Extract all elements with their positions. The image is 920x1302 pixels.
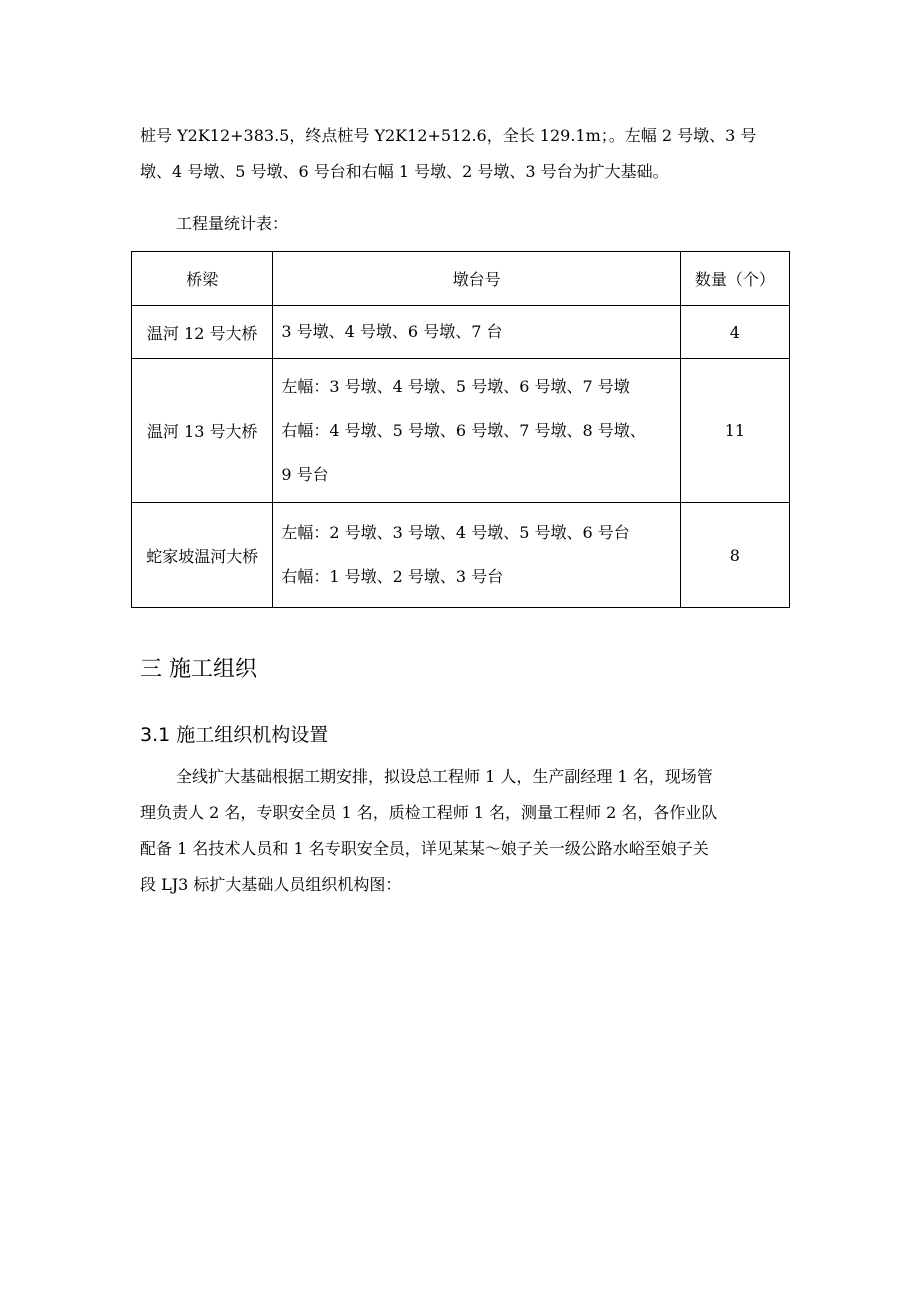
pier-line: 右幅：1 号墩、2 号墩、3 号台: [281, 567, 504, 586]
body-line-4: 段 LJ3 标扩大基础人员组织机构图：: [140, 875, 402, 894]
pier-line: 左幅：2 号墩、3 号墩、4 号墩、5 号墩、6 号台: [281, 523, 630, 542]
section-heading: 三 施工组织: [140, 657, 257, 682]
pier-count: 8: [680, 503, 789, 608]
pier-count: 4: [680, 306, 789, 359]
table-row: [132, 503, 790, 608]
pier-line: 9 号台: [281, 464, 329, 484]
body-line-2: 理负责人 2 名，专职安全员 1 名，质检工程师 1 名，测量工程师 2 名，各作业队: [140, 803, 718, 822]
bridge-name: 温河 13 号大桥: [132, 359, 273, 503]
table-header-row: [132, 252, 790, 306]
intro-line-2: 墩、4 号墩、5 号墩、6 号台和右幅 1 号墩、2 号墩、3 号台为扩大基础。: [140, 162, 669, 181]
intro-line-1: 桩号 Y2K12+383.5，终点桩号 Y2K12+512.6，全长 129.1m；。左幅 2 号墩、3 号: [140, 126, 757, 145]
bridge-name: 蛇家坡温河大桥: [132, 503, 273, 608]
subsection-heading: 3.1 施工组织机构设置: [140, 724, 329, 746]
pier-count: 11: [680, 359, 789, 503]
body-line-3: 配备 1 名技术人员和 1 名专职安全员，详见某某～娘子关一级公路水峪至娘子关: [140, 839, 709, 858]
table-row: [132, 306, 790, 359]
table-row: [132, 359, 790, 503]
header-bridge: 桥梁: [132, 252, 273, 306]
pier-list: [273, 359, 680, 503]
intro-paragraph: [140, 118, 790, 190]
body-paragraph: [140, 759, 790, 903]
table-caption: 工程量统计表：: [176, 214, 289, 233]
pier-list: [273, 306, 680, 359]
bridge-name: 温河 12 号大桥: [132, 306, 273, 359]
pier-list: [273, 503, 680, 608]
pier-line: 3 号墩、4 号墩、6 号墩、7 台: [281, 322, 503, 341]
body-line-1: 全线扩大基础根据工期安排，拟设总工程师 1 人，生产副经理 1 名，现场管: [176, 767, 713, 786]
quantity-table: [131, 251, 790, 608]
header-count: 数量（个）: [680, 252, 789, 306]
pier-line: 右幅：4 号墩、5 号墩、6 号墩、7 号墩、8 号墩、: [281, 420, 646, 440]
header-piers: 墩台号: [273, 252, 680, 306]
pier-line: 左幅：3 号墩、4 号墩、5 号墩、6 号墩、7 号墩: [281, 376, 630, 396]
